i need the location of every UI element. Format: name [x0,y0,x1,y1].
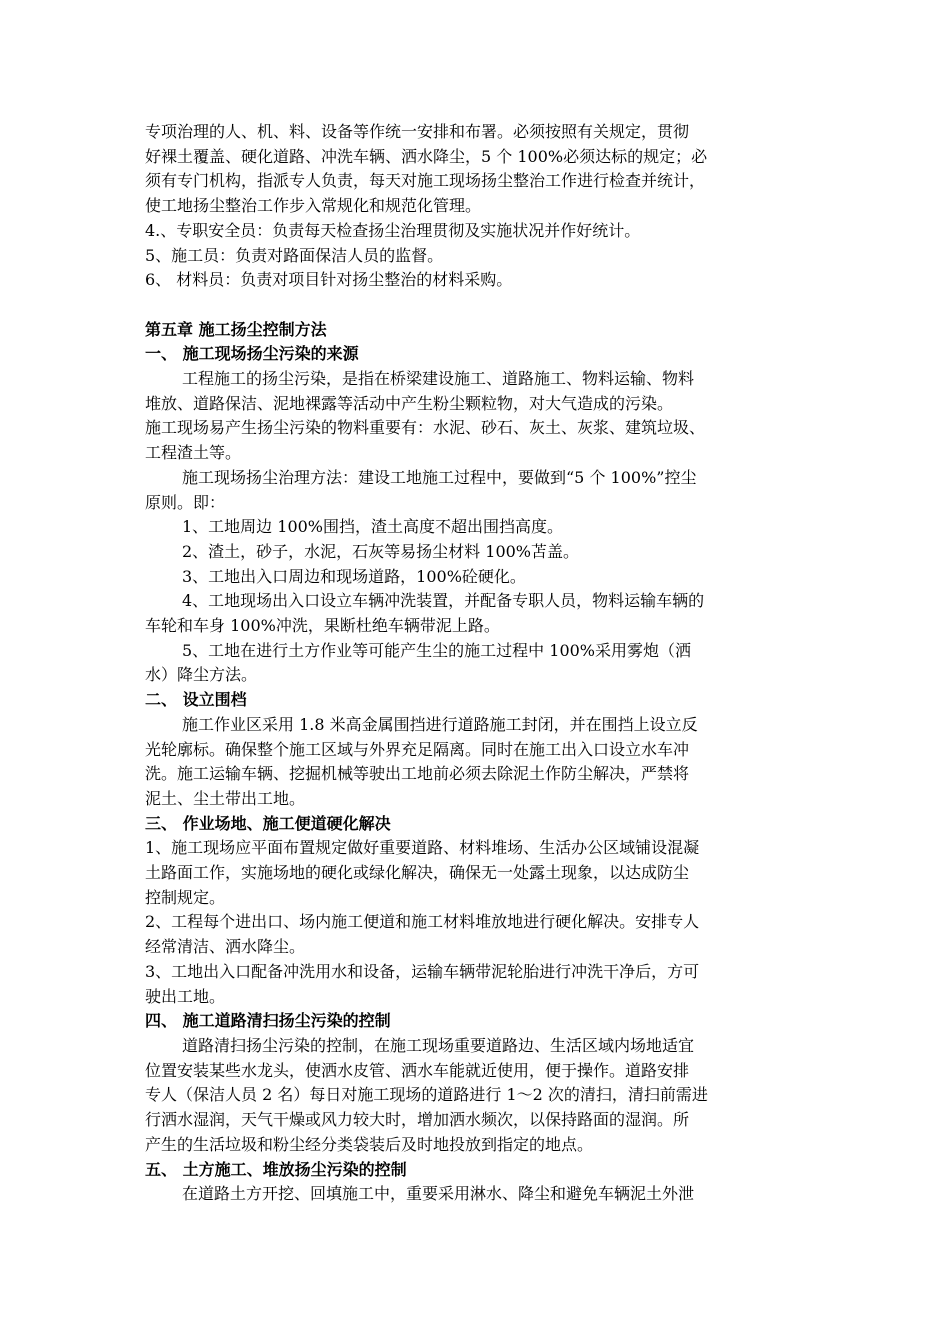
section-4 [145,1009,815,1157]
document-page [145,120,815,1207]
intro-block [145,120,815,293]
paragraph-line: 施工现场扬尘治理方法：建设工地施工过程中，要做到“5 个 100%”控尘 [182,467,697,487]
section-heading: 一、 施工现场扬尘污染的来源 [145,344,359,364]
paragraph-line: 施工作业区采用 1.8 米高金属围挡进行道路施工封闭，并在围挡上设立反 [182,714,698,734]
section-2 [145,688,815,812]
paragraph-line: 1、施工现场应平面布置规定做好重要道路、材料堆场、生活办公区域铺设混凝 [145,838,700,858]
paragraph-line: 驶出工地。 [145,986,226,1006]
paragraph-line: 施工现场易产生扬尘污染的物料重要有：水泥、砂石、灰土、灰浆、建筑垃圾、 [145,418,706,438]
chapter-title: 第五章 施工扬尘控制方法 [145,319,327,339]
paragraph-line: 水）降尘方法。 [145,665,258,685]
paragraph-line: 3、工地出入口配备冲洗用水和设备，运输车辆带泥轮胎进行冲洗干净后，方可 [145,961,700,981]
list-item-material-officer: 6、 材料员：负责对项目针对扬尘整治的材料采购。 [145,270,513,290]
spacer [145,293,815,318]
section-heading: 三、 作业场地、施工便道硬化解决 [145,813,391,833]
paragraph-line: 专人（保洁人员 2 名）每日对施工现场的道路进行 1～2 次的清扫，清扫前需进 [145,1085,708,1105]
paragraph-line: 3、工地出入口周边和现场道路，100%砼硬化。 [182,566,526,586]
paragraph-line: 专项治理的人、机、料、设备等作统一安排和布署。必须按照有关规定，贯彻 [145,122,690,141]
section-3 [145,812,815,1010]
paragraph-line: 好裸土覆盖、硬化道路、冲洗车辆、洒水降尘，5 个 100%必须达标的规定；必 [145,146,708,166]
paragraph-line: 原则。即： [145,492,226,512]
paragraph-line: 控制规定。 [145,887,226,907]
section-1 [145,342,815,688]
section-heading: 二、 设立围档 [145,690,247,710]
list-item-safety-officer: 4.、专职安全员：负责每天检查扬尘治理贯彻及实施状况并作好统计。 [145,220,641,240]
section-5 [145,1158,815,1207]
paragraph-line: 在道路土方开挖、回填施工中，重要采用淋水、降尘和避免车辆泥土外泄 [182,1184,695,1204]
paragraph-line: 使工地扬尘整治工作步入常规化和规范化管理。 [145,196,482,216]
paragraph-line: 堆放、道路保洁、泥地裸露等活动中产生粉尘颗粒物，对大气造成的污染。 [145,393,674,413]
list-item-construction-worker: 5、施工员：负责对路面保洁人员的监督。 [145,245,444,265]
paragraph-line: 道路清扫扬尘污染的控制，在施工现场重要道路边、生活区域内场地适宜 [182,1036,695,1055]
paragraph-line: 位置安装某些水龙头，使洒水皮管、洒水车能就近使用，便于操作。道路安排 [145,1060,690,1080]
paragraph-line: 1、工地周边 100%围挡，渣土高度不超出围挡高度。 [182,517,564,537]
paragraph-line: 行洒水湿润，天气干燥或风力较大时，增加洒水频次，以保持路面的湿润。所 [145,1110,690,1130]
paragraph-line: 2、工程每个进出口、场内施工便道和施工材料堆放地进行硬化解决。安排专人 [145,912,700,932]
paragraph-line: 2、渣土，砂子，水泥，石灰等易扬尘材料 100%苫盖。 [182,541,580,561]
section-heading: 四、 施工道路清扫扬尘污染的控制 [145,1011,391,1031]
paragraph-line: 4、工地现场出入口设立车辆冲洗装置，并配备专职人员，物料运输车辆的 [182,591,705,611]
paragraph-line: 洗。施工运输车辆、挖掘机械等驶出工地前必须去除泥土作防尘解决，严禁将 [145,764,690,784]
paragraph-line: 泥土、尘土带出工地。 [145,788,306,808]
paragraph-line: 须有专门机构，指派专人负责，每天对施工现场扬尘整治工作进行检查并统计， [145,171,706,191]
paragraph-line: 工程施工的扬尘污染，是指在桥梁建设施工、道路施工、物料运输、物料 [182,369,695,389]
paragraph-line: 经常清洁、洒水降尘。 [145,937,306,957]
paragraph-line: 光轮廓标。确保整个施工区域与外界充足隔离。同时在施工出入口设立水车冲 [145,739,690,759]
paragraph-line: 工程渣土等。 [145,443,242,463]
paragraph-line: 车轮和车身 100%冲洗，果断杜绝车辆带泥上路。 [145,616,500,636]
paragraph-line: 土路面工作，实施场地的硬化或绿化解决，确保无一处露土现象，以达成防尘 [145,863,690,883]
section-heading: 五、 土方施工、堆放扬尘污染的控制 [145,1159,407,1179]
paragraph-line: 5、工地在进行土方作业等可能产生尘的施工过程中 100%采用雾炮（洒 [182,640,692,660]
paragraph-line: 产生的生活垃圾和粉尘经分类袋装后及时地投放到指定的地点。 [145,1134,594,1154]
